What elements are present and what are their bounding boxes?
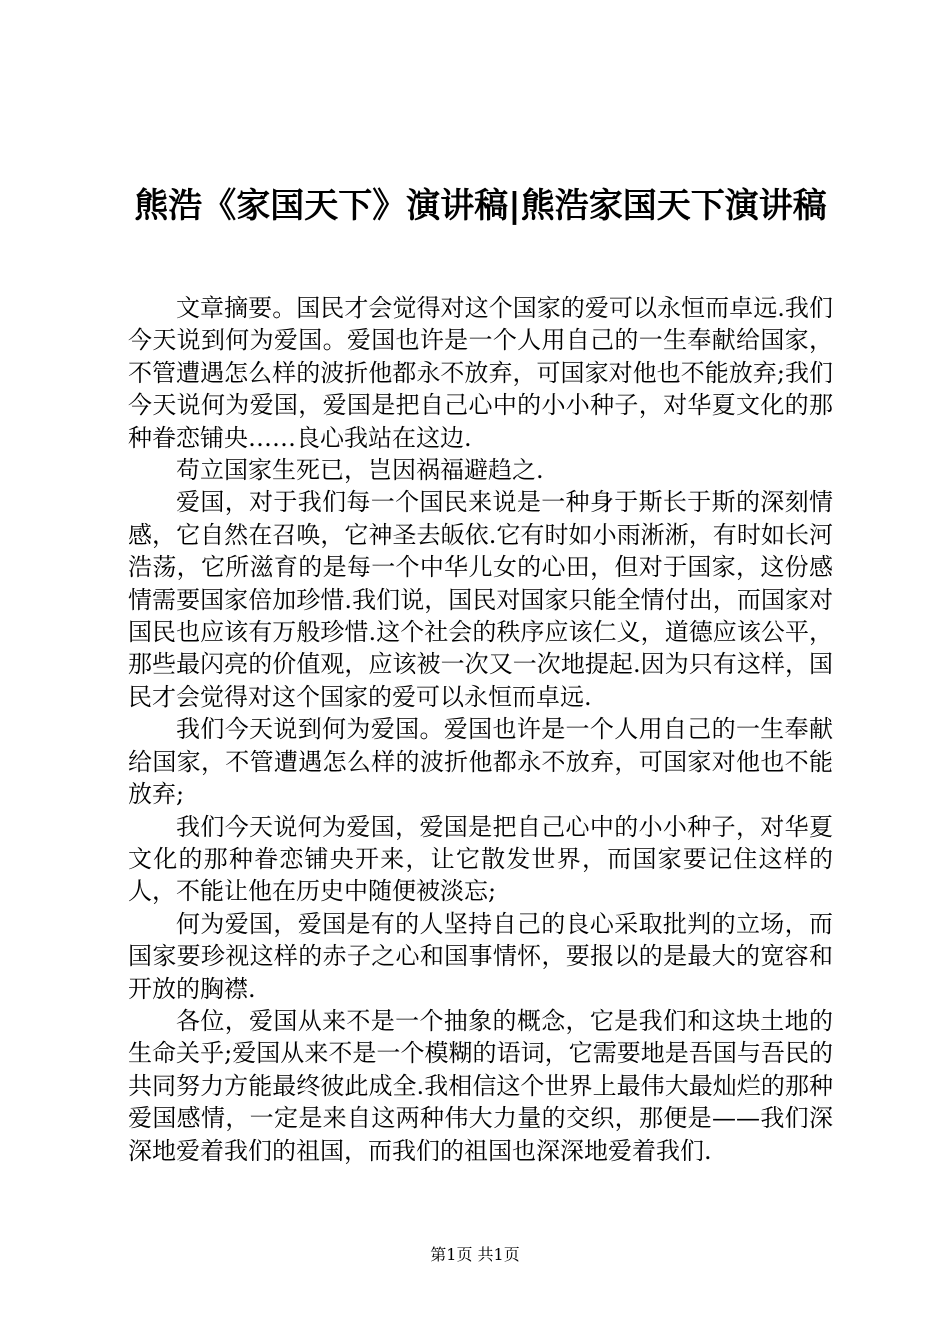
document-body [128,292,833,1167]
page-number-footer: 第1页 共1页 [430,1245,520,1264]
paragraph-conscience: 何为爱国，爱国是有的人坚持自己的良心采取批判的立场，而国家要珍视这样的赤子之心和国事情怀，要报以的是最大的宽容和开放的胸襟. [128,909,833,1003]
paragraph-dedication: 我们今天说到何为爱国。爱国也许是一个人用自己的一生奉献给国家，不管遭遇怎么样的波折他都永不放弃，可国家对他也不能放弃; [128,715,833,809]
document-title: 熊浩《家国天下》演讲稿|熊浩家国天下演讲稿 [134,186,827,226]
paragraph-abstract: 文章摘要。国民才会觉得对这个国家的爱可以永恒而卓远.我们今天说到何为爱国。爱国也许是一个人用自己的一生奉献给国家，不管遭遇怎么样的波折他都永不放弃，可国家对他也不能放弃;我们今天说何为爱国，爱国是把自己心中的小小种子，对华夏文化的那种眷恋铺央……良心我站在这边. [128,294,833,452]
paragraph-quote: 苟立国家生死已，岂因祸福避趋之. [176,456,544,485]
paragraph-conclusion: 各位，爱国从来不是一个抽象的概念，它是我们和这块土地的生命关乎;爱国从来不是一个模糊的语词，它需要地是吾国与吾民的共同努力方能最终彼此成全.我相信这个世界上最伟大最灿烂的那种爱国感情，一定是来自这两种伟大力量的交织，那便是——我们深深地爱着我们的祖国，而我们的祖国也深深地爱着我们. [128,1006,833,1165]
paragraph-patriotism-emotion: 爱国，对于我们每一个国民来说是一种身于斯长于斯的深刻情感，它自然在召唤，它神圣去皈依.它有时如小雨淅淅，有时如长河浩荡，它所滋育的是每一个中华儿女的心田，但对于国家，这份感情需要国家倍加珍惜.我们说，国民对国家只能全情付出，而国家对国民也应该有万般珍惜.这个社会的秩序应该仁义，道德应该公平，那些最闪亮的价值观，应该被一次又一次地提起.因为只有这样，国民才会觉得对这个国家的爱可以永恒而卓远. [128,488,833,711]
paragraph-culture: 我们今天说何为爱国，爱国是把自己心中的小小种子，对华夏文化的那种眷恋铺央开来，让它散发世界，而国家要记住这样的人，不能让他在历史中随便被淡忘; [128,812,833,906]
